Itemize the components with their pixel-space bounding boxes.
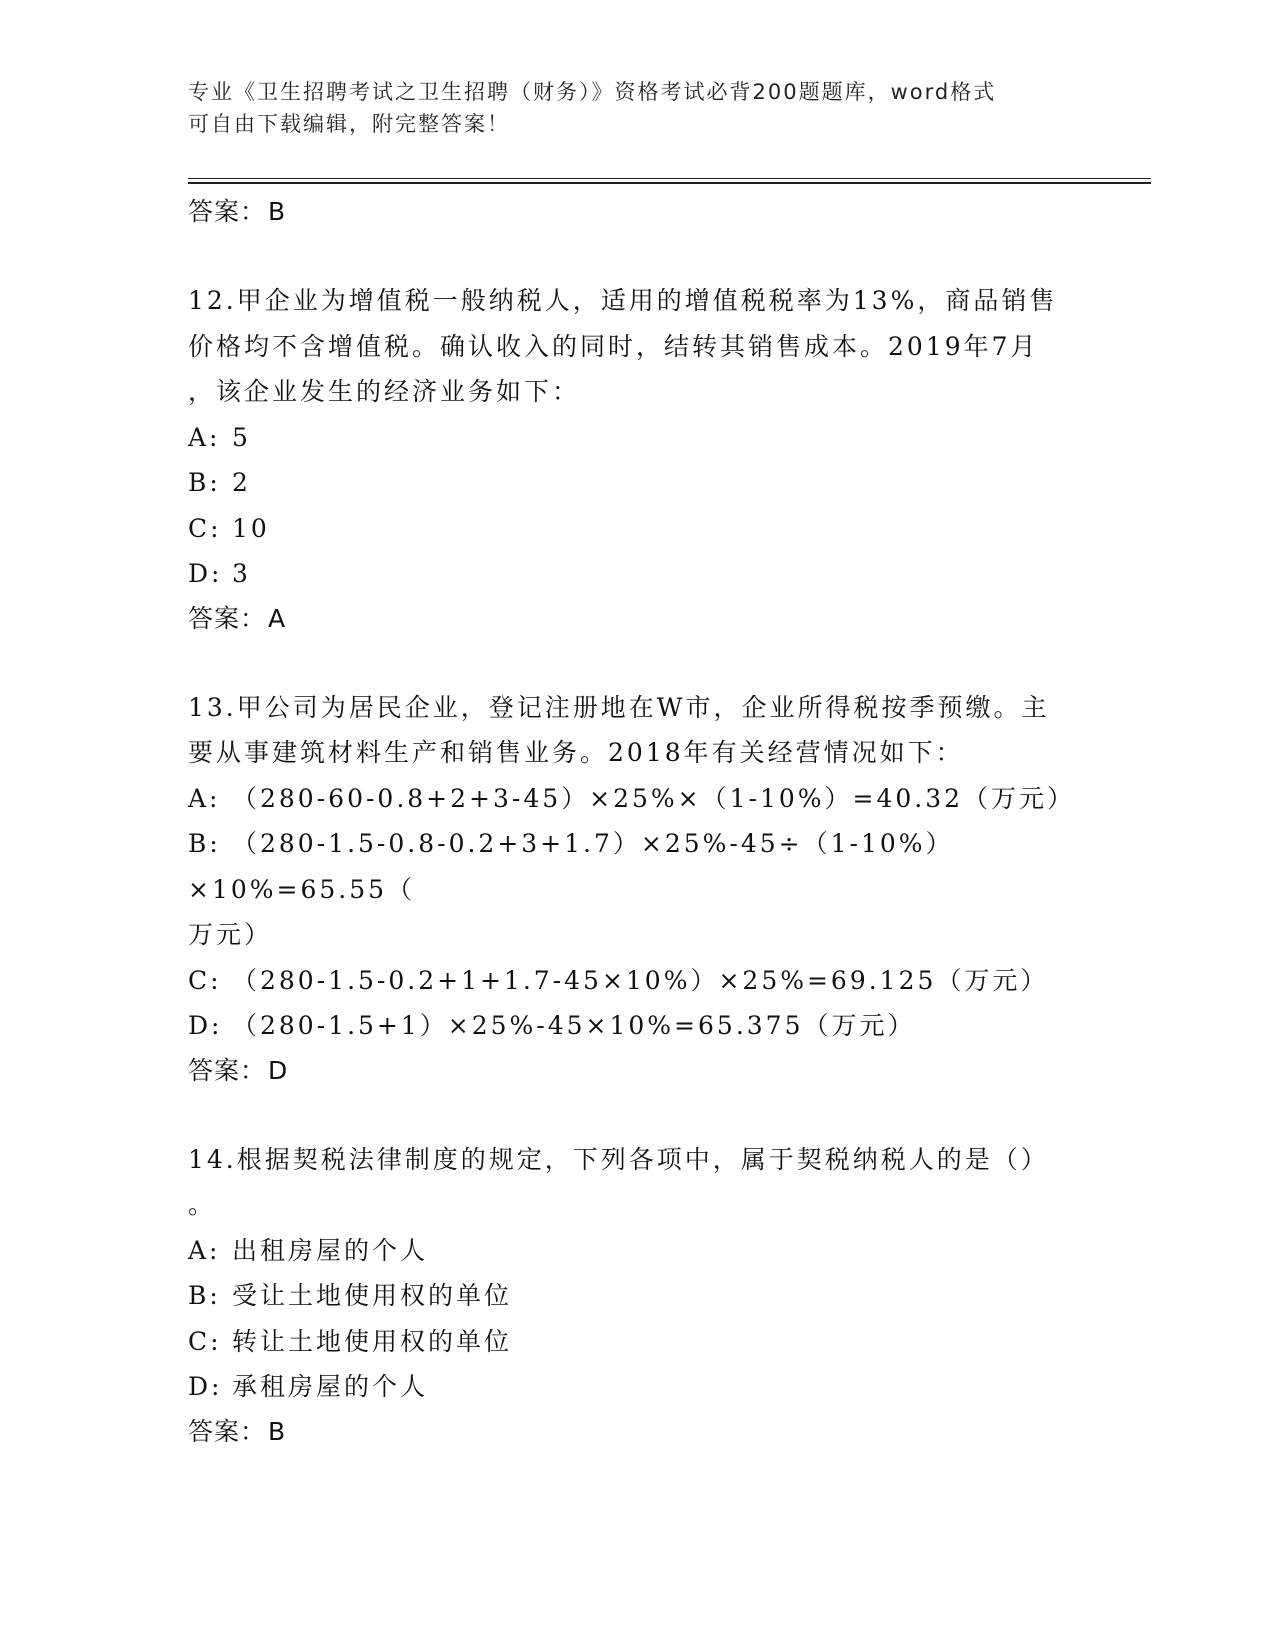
question-block: [188, 1137, 1088, 1454]
document-header: [188, 76, 1068, 140]
answer-label: 答案：: [188, 1416, 267, 1446]
answer-label: 答案：: [188, 197, 267, 226]
option-b: [188, 821, 1088, 912]
question-stem-line: ，该企业发生的经济业务如下：: [188, 377, 581, 406]
option-c: [188, 1319, 1088, 1365]
spacer: [188, 641, 1088, 685]
option-tag: A:: [188, 422, 221, 452]
option-tag: C:: [188, 513, 222, 543]
answer-label: 答案：: [188, 1055, 267, 1085]
option-text: 出租房屋的个人: [232, 1235, 429, 1265]
option-text: 5: [232, 422, 251, 452]
option-b: [188, 460, 1088, 506]
option-a: [188, 415, 1088, 461]
header-line-1: 专业《卫生招聘考试之卫生招聘（财务）》资格考试必背200题题库，word格式: [188, 80, 997, 104]
option-text: 转让土地使用权的单位: [232, 1326, 513, 1356]
option-text: 受让土地使用权的单位: [232, 1281, 513, 1310]
question-block: [188, 685, 1088, 1093]
option-d: [188, 551, 1088, 597]
question-stem-line: 12.甲企业为增值税一般纳税人，适用的增值税税率为13%，商品销售: [188, 286, 1058, 315]
question-stem-line: 14.根据契税法律制度的规定，下列各项中，属于契税纳税人的是（）: [188, 1144, 1049, 1174]
header-rule-thick: [188, 182, 1151, 184]
option-d: [188, 1003, 1088, 1049]
option-tag: C:: [188, 965, 222, 995]
header-rule-thin: [188, 178, 1151, 179]
option-tag: A:: [188, 783, 221, 813]
answer-value: D: [268, 1055, 289, 1085]
answer-line: [188, 597, 1088, 641]
spacer: [188, 1093, 1088, 1137]
option-tag: B:: [188, 829, 221, 858]
question-stem-line: 。: [188, 1190, 217, 1219]
question-stem-line: 价格均不含增值税。确认收入的同时，结转其销售成本。2019年7月: [188, 331, 1039, 361]
question-block: [188, 278, 1088, 641]
option-tag: B:: [188, 468, 221, 497]
answer-value: A: [268, 603, 287, 633]
option-tag: D:: [188, 559, 223, 588]
option-text: （280-1.5+1）×25%-45×10%=65.375（万元）: [232, 1011, 916, 1040]
option-text: （280-1.5-0.8-0.2+3+1.7）×25%-45÷（1-10%）×10%=65.55（: [188, 829, 954, 904]
answer-value: B: [268, 1416, 287, 1446]
option-a: [188, 1228, 1088, 1274]
option-c: [188, 958, 1088, 1004]
option-c: [188, 506, 1088, 552]
answer-value: B: [268, 197, 287, 226]
option-tag: C:: [188, 1326, 222, 1356]
option-text: 10: [232, 513, 270, 543]
answer-label: 答案：: [188, 603, 267, 633]
option-tag: B:: [188, 1281, 221, 1310]
option-tag: A:: [188, 1235, 221, 1265]
option-b-continuation: 万元）: [188, 920, 273, 949]
answer-line: [188, 1049, 1088, 1093]
answer-line: [188, 190, 1088, 234]
option-a: [188, 776, 1088, 822]
option-text: 承租房屋的个人: [232, 1372, 429, 1401]
header-line-2: 可自由下载编辑，附完整答案！: [188, 112, 510, 136]
option-text: 3: [232, 559, 251, 588]
answer-line: [188, 1410, 1088, 1454]
spacer: [188, 234, 1088, 278]
option-text: 2: [232, 468, 251, 497]
option-text: （280-1.5-0.2+1+1.7-45×10%）×25%=69.125（万元）: [232, 965, 1049, 995]
question-stem-line: 要从事建筑材料生产和销售业务。2018年有关经营情况如下：: [188, 738, 964, 767]
question-stem-line: 13.甲公司为居民企业，登记注册地在W市，企业所得税按季预缴。主: [188, 692, 1050, 722]
option-text: （280-60-0.8+2+3-45）×25%×（1-10%）=40.32（万元）: [232, 783, 1076, 813]
option-b: [188, 1273, 1088, 1319]
option-tag: D:: [188, 1372, 223, 1401]
option-tag: D:: [188, 1011, 223, 1040]
option-d: [188, 1364, 1088, 1410]
question-list: [188, 190, 1088, 1454]
